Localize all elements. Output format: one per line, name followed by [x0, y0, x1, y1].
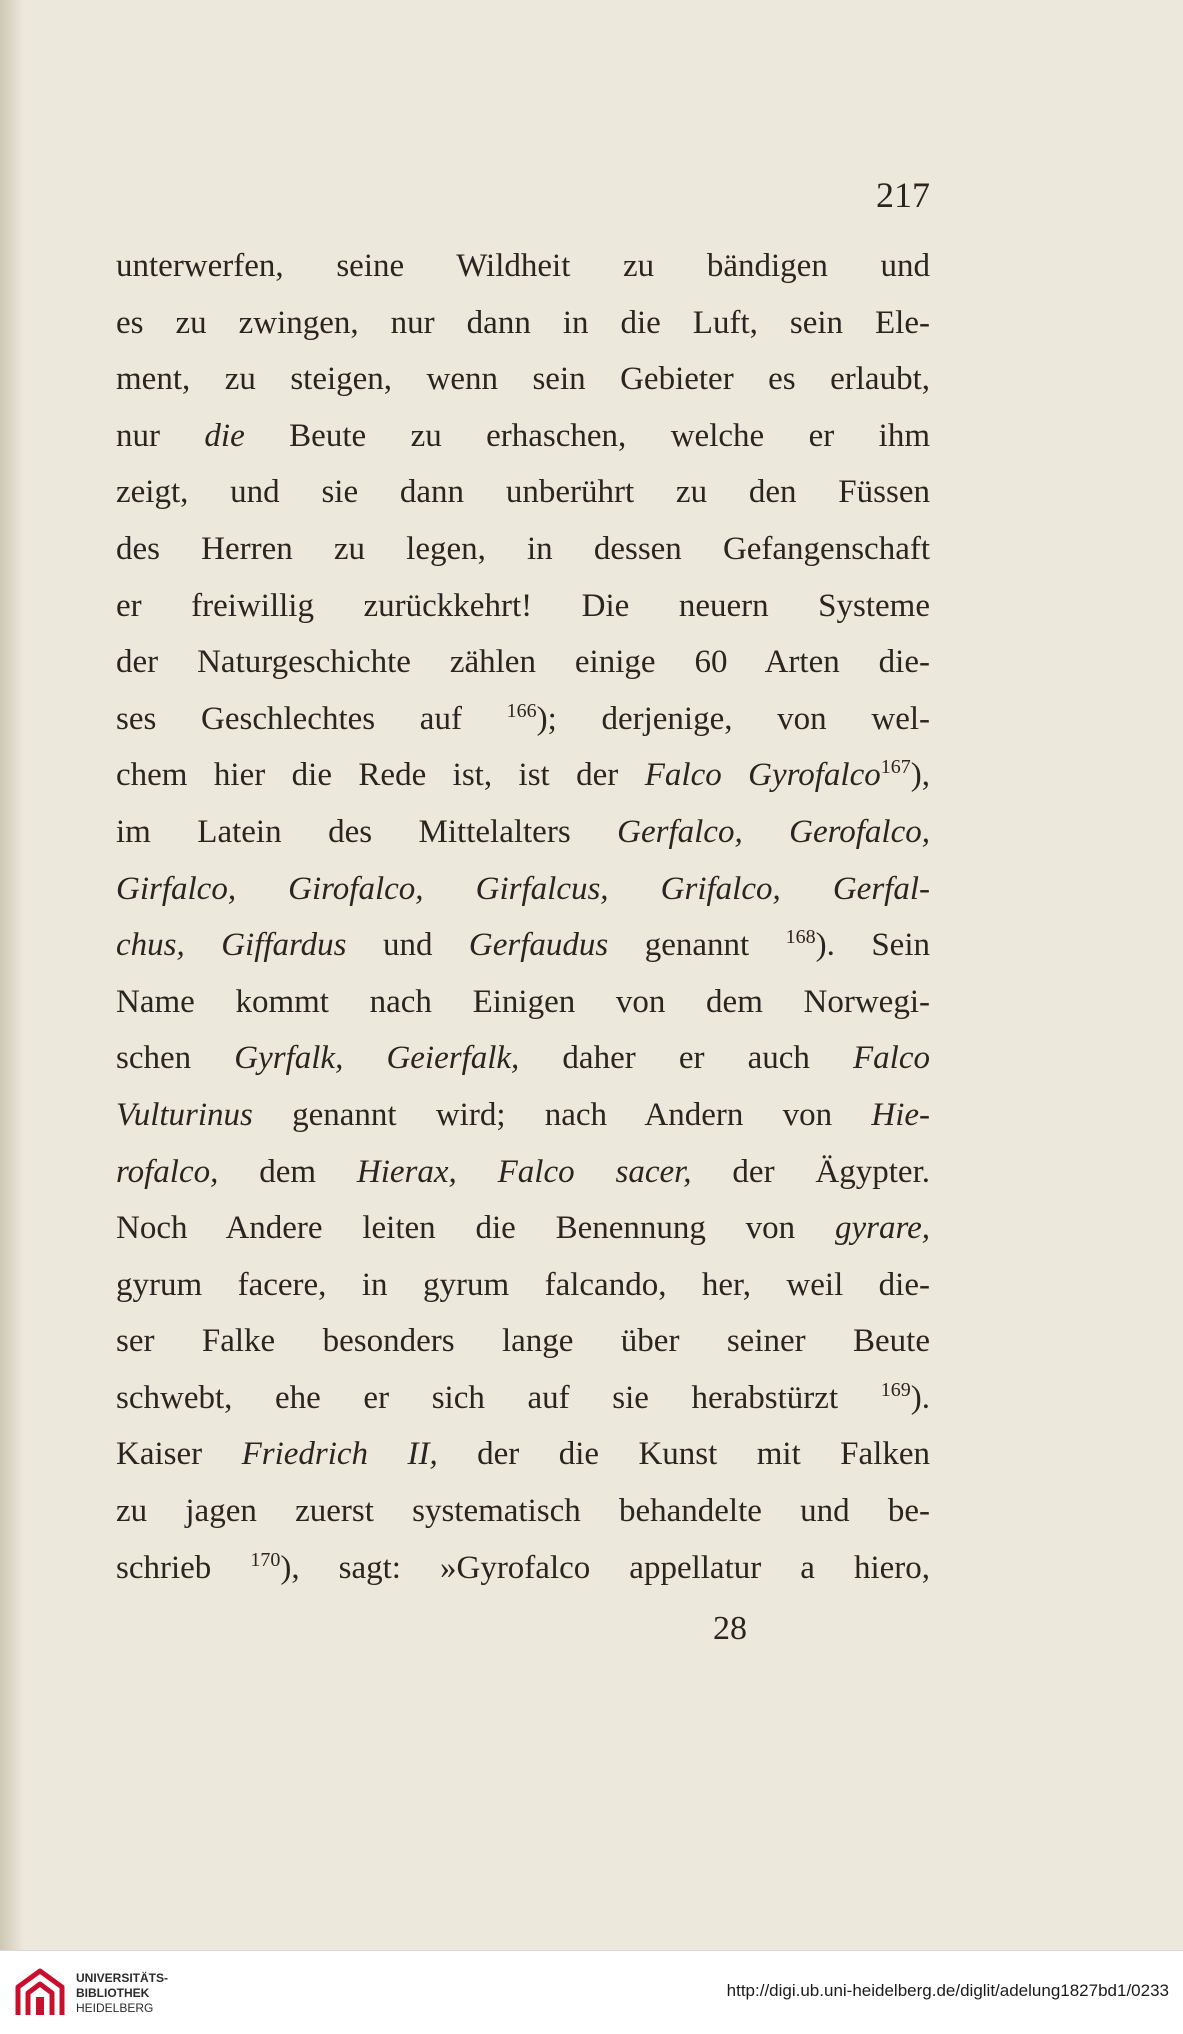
text-line: [116, 917, 930, 974]
text-line: zu jagen zuerst systematisch behandelte und be-: [116, 1493, 930, 1530]
page-gutter: [0, 0, 24, 1950]
text-line: unterwerfen, seine Wildheit zu bändigen und: [116, 248, 930, 284]
italic-run: Hie-: [871, 1096, 930, 1133]
text-line: er freiwillig zurückkehrt! Die neuern Systeme: [116, 587, 930, 624]
library-name-line: UNIVERSITÄTS-: [76, 1971, 169, 1985]
text-line: es zu zwingen, nur dann in die Luft, sein Ele-: [116, 304, 930, 341]
italic-run: die: [204, 417, 245, 454]
text-run: schwebt, ehe er sich auf sie herabstürzt: [116, 1379, 881, 1416]
text-run: Beute zu erhaschen, welche er ihm: [244, 417, 930, 454]
italic-run: Gerfalco, Gerofalco,: [617, 813, 930, 850]
text-line: [116, 747, 930, 804]
source-url-link[interactable]: http://digi.ub.uni-heidelberg.de/diglit/adelung1827bd1/0233: [726, 1981, 1169, 2000]
text-run: ).: [910, 1379, 930, 1416]
italic-run: Falco Gyrofalco: [644, 757, 881, 794]
library-logo-icon: [12, 1965, 68, 2021]
text-run: der die Kunst mit Falken: [437, 1436, 930, 1473]
text-line: [116, 691, 930, 748]
text-run: im Latein des Mittelalters: [116, 813, 618, 850]
text-run: genannt wird; nach Andern von: [252, 1096, 872, 1133]
text-line: [116, 408, 930, 465]
text-line: [116, 1030, 930, 1087]
text-run: ), sagt: »Gyrofalco appellatur a hiero,: [280, 1549, 930, 1586]
signature-mark: 28: [713, 1610, 747, 1647]
library-name: [76, 1971, 168, 2016]
text-run: nur: [116, 417, 205, 454]
text-run: und: [346, 927, 469, 964]
text-line: Girfalco, Girofalco, Girfalcus, Grifalco, Gerfal-: [116, 870, 930, 907]
text-line: [116, 804, 930, 861]
italic-run: chus, Giffardus: [116, 927, 347, 964]
italic-run: Friedrich II,: [241, 1436, 438, 1473]
text-line: Name kommt nach Einigen von dem Norwegi-: [116, 983, 930, 1020]
text-run: dem: [218, 1153, 357, 1190]
text-run: ); derjenige, von wel-: [536, 700, 930, 737]
text-line: [116, 1200, 930, 1257]
text-line: [116, 1144, 930, 1201]
text-line: [116, 1087, 930, 1144]
body-text: [116, 238, 930, 1596]
text-run: Noch Andere leiten die Benennung von: [116, 1210, 835, 1247]
text-line: zeigt, und sie dann unberührt zu den Füssen: [116, 474, 930, 511]
text-line: [116, 1540, 930, 1597]
text-line: [116, 1426, 930, 1483]
italic-run: rofalco,: [116, 1153, 219, 1190]
footnote-ref: 167: [880, 756, 911, 779]
italic-run: Hierax, Falco sacer,: [356, 1153, 692, 1190]
text-line: des Herren zu legen, in dessen Gefangenschaft: [116, 530, 930, 567]
italic-run: Vulturinus: [116, 1096, 253, 1133]
footnote-ref: 169: [880, 1378, 911, 1401]
text-run: schrieb: [116, 1549, 251, 1586]
footnote-ref: 166: [506, 699, 537, 722]
text-run: daher er auch: [519, 1040, 854, 1077]
text-run: ). Sein: [815, 927, 930, 964]
italic-run: gyrare,: [834, 1210, 930, 1247]
italic-run: Falco: [853, 1040, 930, 1077]
page-number: 217: [876, 175, 930, 215]
italic-run: Gyrfalk, Geierfalk,: [234, 1040, 520, 1077]
text-line: gyrum facere, in gyrum falcando, her, weil die-: [116, 1266, 930, 1303]
text-run: der Ägypter.: [691, 1153, 930, 1190]
text-run: ),: [910, 757, 930, 794]
text-run: genannt: [608, 927, 786, 964]
text-line: ment, zu steigen, wenn sein Gebieter es erlaubt,: [116, 361, 930, 398]
footnote-ref: 170: [250, 1548, 281, 1571]
text-run: Kaiser: [116, 1436, 242, 1473]
italic-run: Gerfaudus: [468, 927, 609, 964]
library-name-line: BIBLIOTHEK: [76, 1986, 150, 2000]
text-run: schen: [116, 1040, 235, 1077]
text-run: ses Geschlechtes auf: [116, 700, 507, 737]
text-line: der Naturgeschichte zählen einige 60 Arten die-: [116, 644, 930, 681]
text-line: [116, 1370, 930, 1427]
text-line: ser Falke besonders lange über seiner Beute: [116, 1323, 930, 1360]
footer-bar: [0, 1950, 1183, 2034]
library-name-line: HEIDELBERG: [76, 2001, 154, 2015]
footnote-ref: 168: [785, 926, 816, 949]
text-run: chem hier die Rede ist, ist der: [116, 757, 645, 794]
